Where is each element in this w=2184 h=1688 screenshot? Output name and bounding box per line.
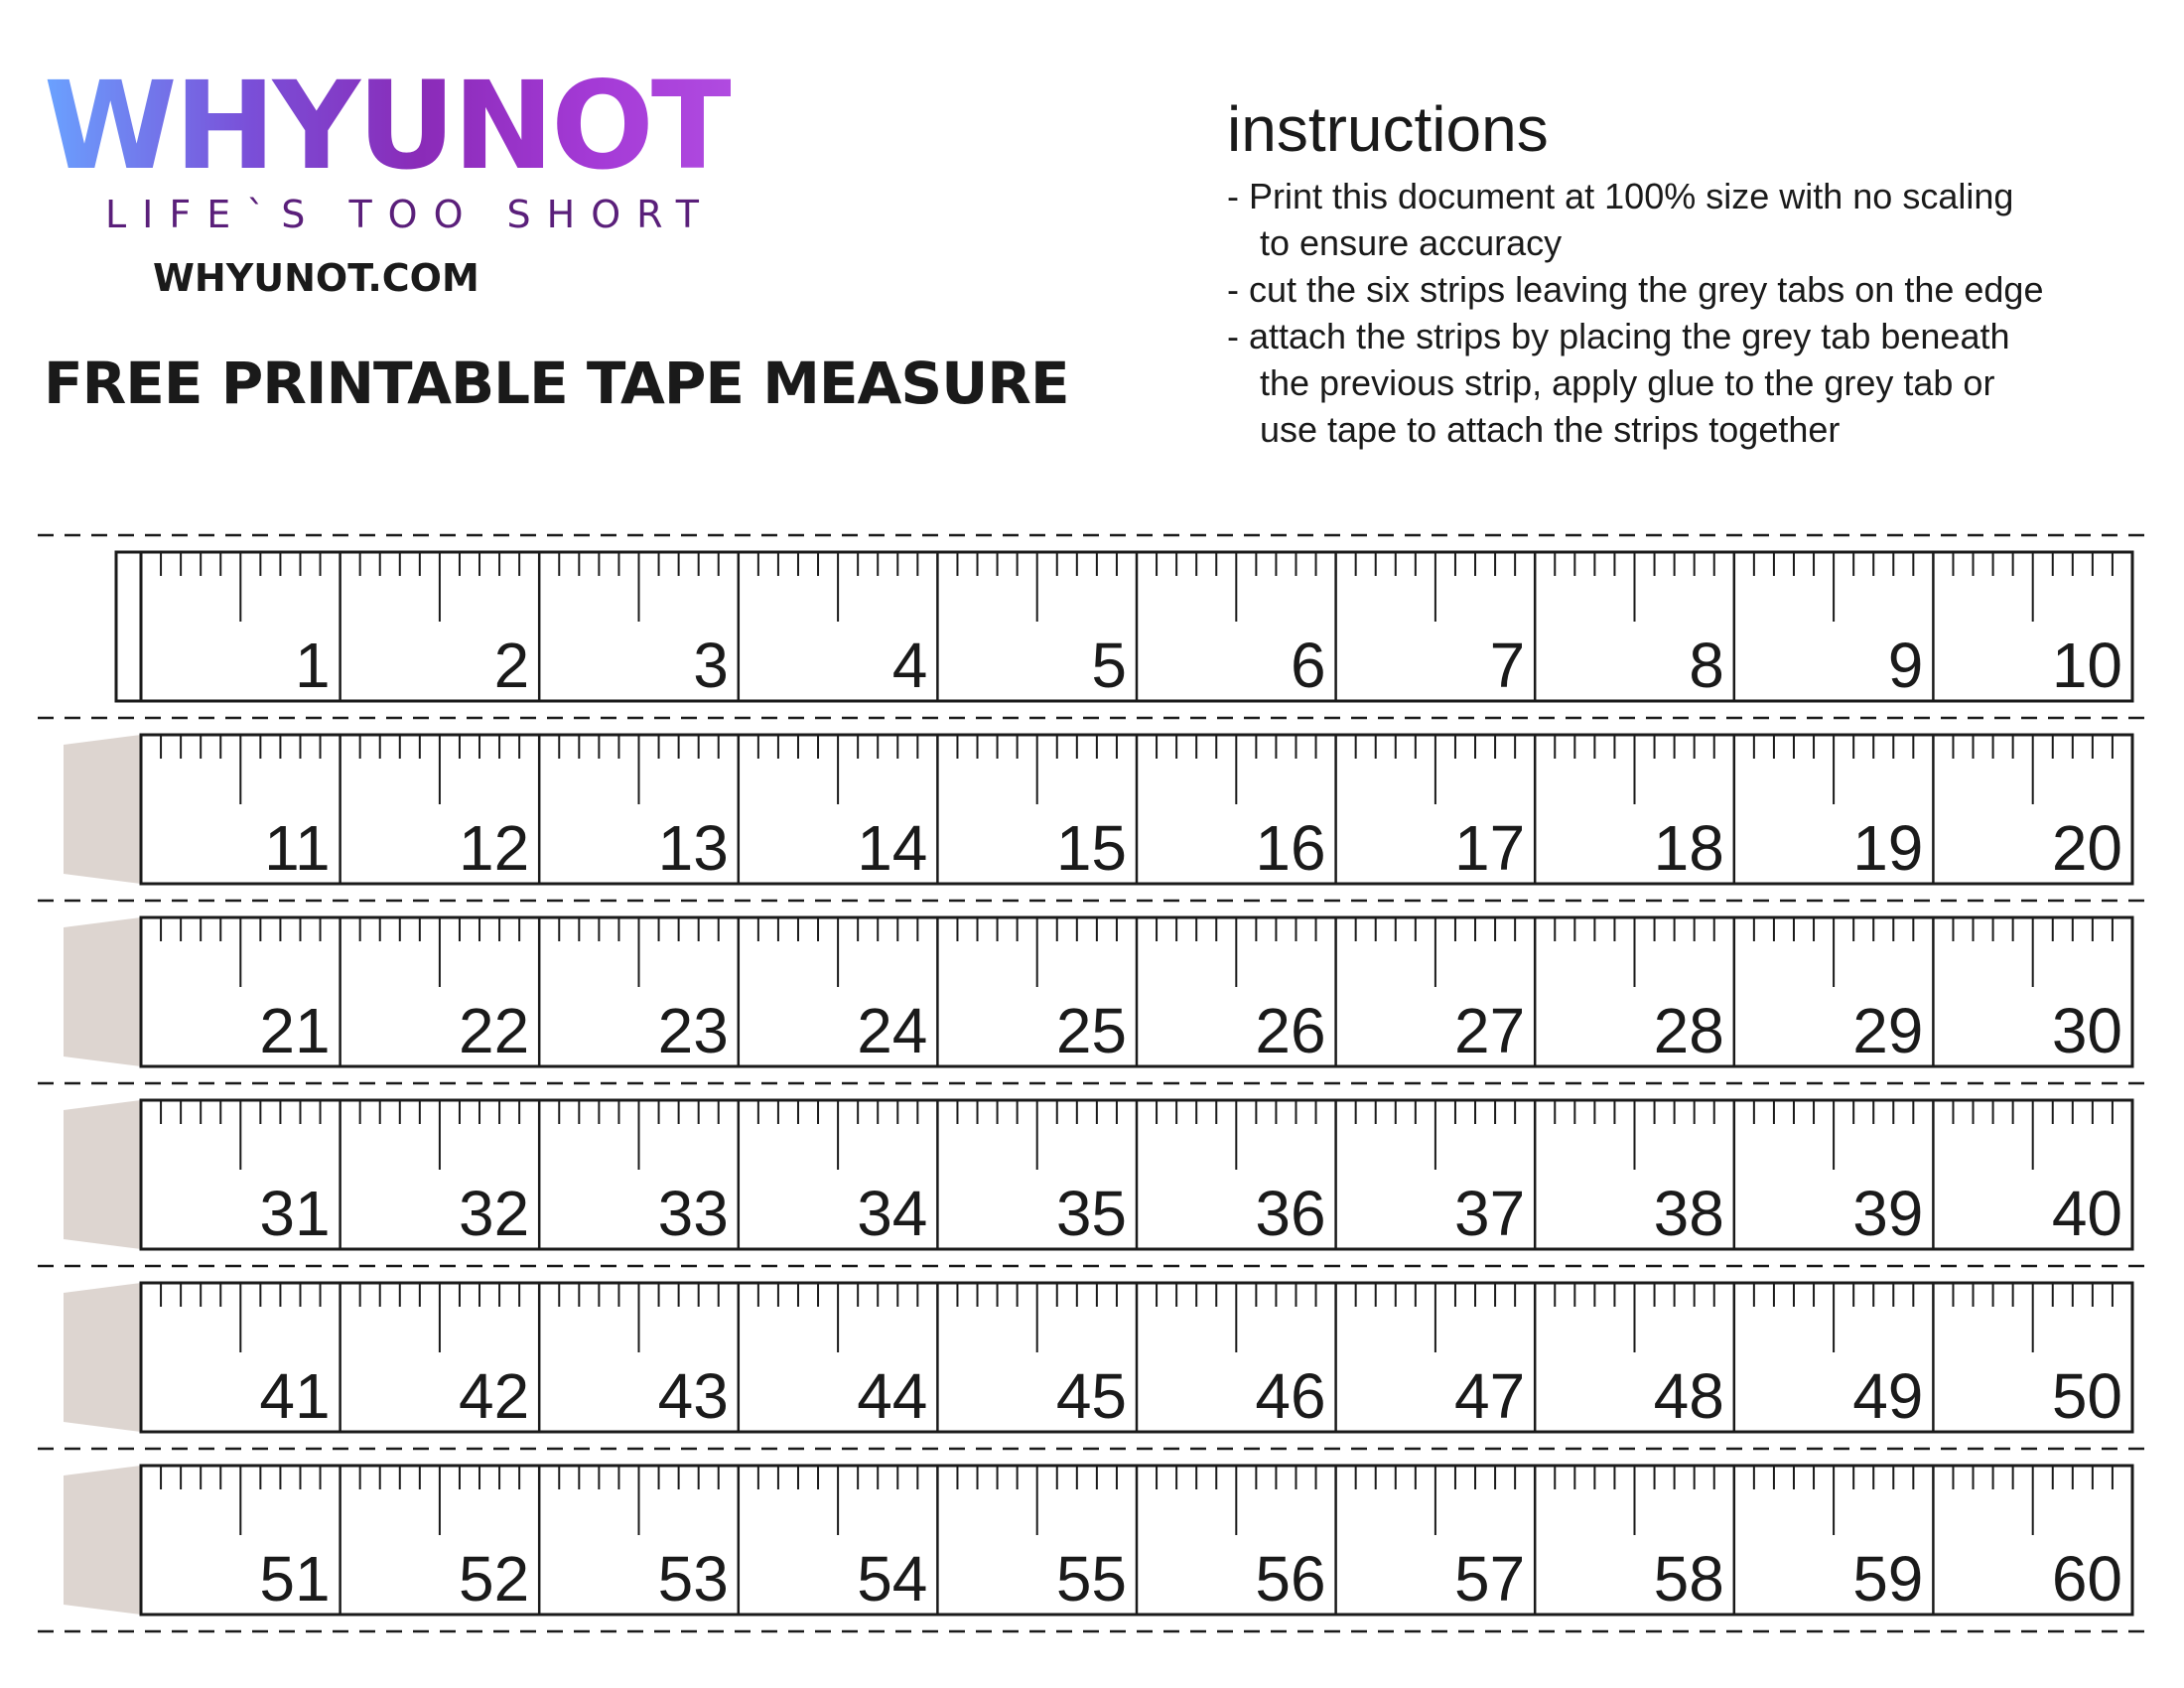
- unit-number: 57: [1454, 1543, 1526, 1615]
- unit-number: 47: [1454, 1360, 1526, 1432]
- unit-number: 10: [2051, 630, 2122, 701]
- unit-number: 49: [1852, 1360, 1924, 1432]
- unit-number: 32: [459, 1178, 530, 1249]
- instruction-line: the previous strip, apply glue to the grey tab or: [1260, 362, 1995, 403]
- unit-number: 34: [857, 1178, 928, 1249]
- unit-number: 59: [1852, 1543, 1924, 1615]
- glue-tab: [64, 1100, 141, 1249]
- instruction-line: - cut the six strips leaving the grey tabs on the edge: [1227, 269, 2044, 310]
- unit-number: 56: [1255, 1543, 1326, 1615]
- unit-number: 48: [1653, 1360, 1724, 1432]
- unit-number: 24: [857, 995, 928, 1066]
- unit-number: 53: [657, 1543, 729, 1615]
- glue-tab: [64, 735, 141, 884]
- unit-number: 60: [2051, 1543, 2122, 1615]
- instruction-line: - Print this document at 100% size with no scaling: [1227, 176, 2014, 216]
- unit-number: 2: [493, 630, 530, 701]
- unit-number: 30: [2051, 995, 2122, 1066]
- unit-number: 9: [1887, 630, 1924, 701]
- unit-number: 16: [1255, 812, 1326, 884]
- unit-number: 27: [1454, 995, 1526, 1066]
- unit-number: 51: [259, 1543, 331, 1615]
- page-title: FREE PRINTABLE TAPE MEASURE: [44, 350, 1069, 417]
- unit-number: 31: [259, 1178, 331, 1249]
- unit-number: 1: [295, 630, 331, 701]
- glue-tab: [64, 1283, 141, 1432]
- unit-number: 25: [1055, 995, 1127, 1066]
- unit-number: 41: [259, 1360, 331, 1432]
- unit-number: 35: [1055, 1178, 1127, 1249]
- strip-lead: [116, 552, 141, 701]
- unit-number: 40: [2051, 1178, 2122, 1249]
- logo-tagline: LIFE`S TOO SHORT: [105, 193, 716, 236]
- unit-number: 19: [1852, 812, 1924, 884]
- unit-number: 3: [693, 630, 729, 701]
- unit-number: 29: [1852, 995, 1924, 1066]
- instruction-line: - attach the strips by placing the grey tab beneath: [1227, 316, 2010, 356]
- instruction-line: to ensure accuracy: [1260, 222, 1563, 263]
- unit-number: 13: [657, 812, 729, 884]
- unit-number: 11: [264, 812, 331, 884]
- unit-number: 54: [857, 1543, 928, 1615]
- unit-number: 21: [259, 995, 331, 1066]
- unit-number: 23: [657, 995, 729, 1066]
- unit-number: 20: [2051, 812, 2122, 884]
- unit-number: 18: [1653, 812, 1724, 884]
- logo-url: WHYUNOT.COM: [153, 256, 479, 300]
- unit-number: 46: [1255, 1360, 1326, 1432]
- logo-wordmark: WHYUNOT: [44, 56, 732, 197]
- glue-tab: [64, 1466, 141, 1615]
- unit-number: 22: [459, 995, 530, 1066]
- unit-number: 7: [1489, 630, 1526, 701]
- unit-number: 42: [459, 1360, 530, 1432]
- unit-number: 37: [1454, 1178, 1526, 1249]
- unit-number: 58: [1653, 1543, 1724, 1615]
- unit-number: 39: [1852, 1178, 1924, 1249]
- glue-tab: [64, 917, 141, 1066]
- unit-number: 4: [891, 630, 928, 701]
- unit-number: 36: [1255, 1178, 1326, 1249]
- unit-number: 6: [1291, 630, 1326, 701]
- unit-number: 5: [1091, 630, 1127, 701]
- unit-number: 17: [1454, 812, 1526, 884]
- unit-number: 45: [1055, 1360, 1127, 1432]
- unit-number: 44: [857, 1360, 928, 1432]
- unit-number: 33: [657, 1178, 729, 1249]
- unit-number: 50: [2051, 1360, 2122, 1432]
- unit-number: 43: [657, 1360, 729, 1432]
- unit-number: 26: [1255, 995, 1326, 1066]
- unit-number: 15: [1055, 812, 1127, 884]
- instruction-line: use tape to attach the strips together: [1260, 409, 1841, 450]
- unit-number: 55: [1055, 1543, 1127, 1615]
- unit-number: 12: [459, 812, 530, 884]
- unit-number: 38: [1653, 1178, 1724, 1249]
- unit-number: 28: [1653, 995, 1724, 1066]
- instructions-heading: instructions: [1227, 93, 1549, 165]
- unit-number: 8: [1689, 630, 1724, 701]
- unit-number: 14: [857, 812, 928, 884]
- unit-number: 52: [459, 1543, 530, 1615]
